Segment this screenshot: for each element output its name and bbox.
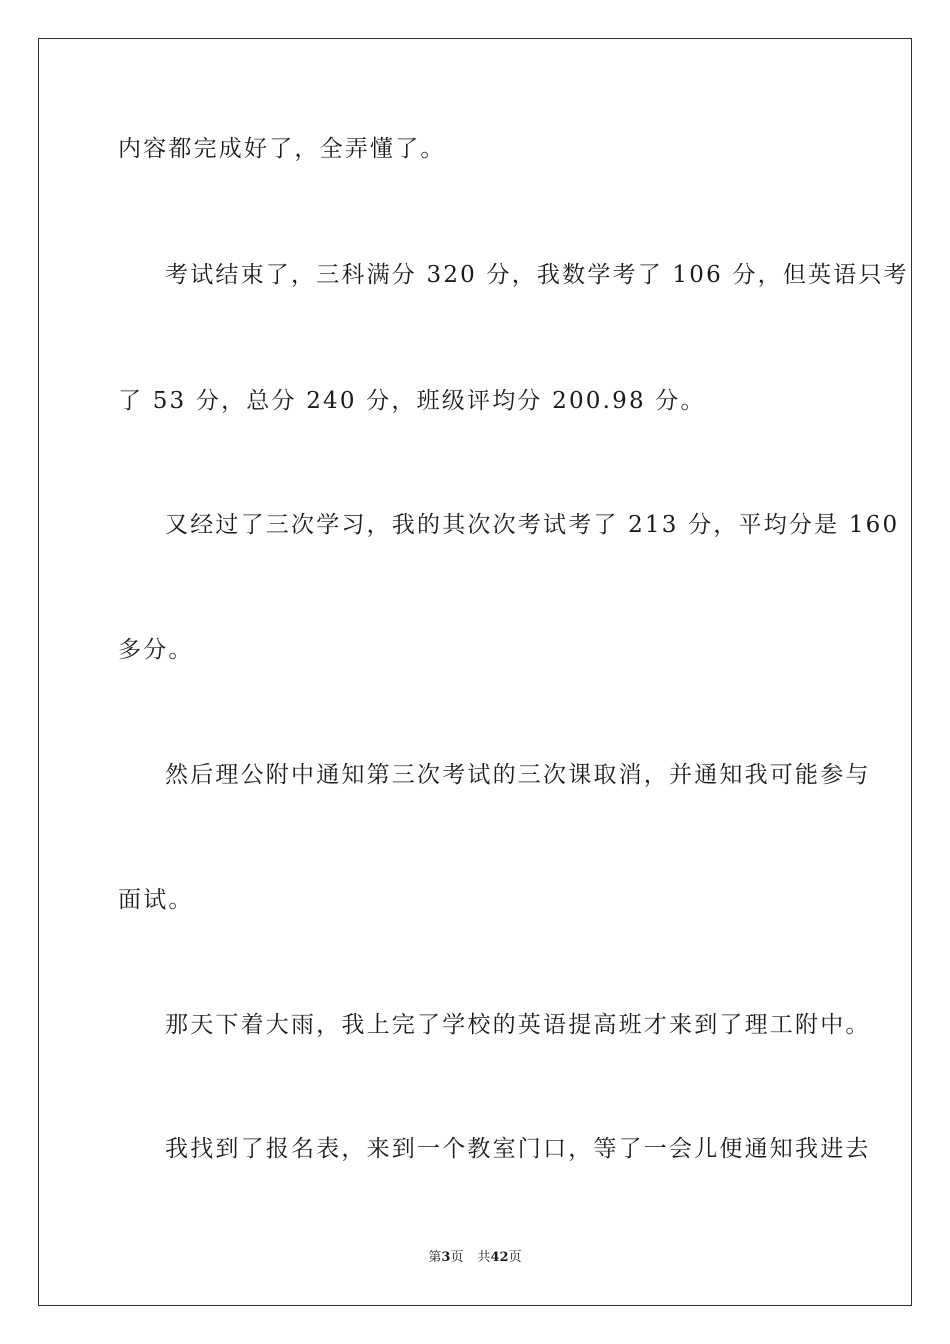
total-pages: 42: [490, 1250, 509, 1265]
text-line-3: 了 53 分，总分 240 分，班级评均分 200.98 分。: [118, 388, 706, 414]
text-line-6: 然后理公附中通知第三次考试的三次课取消，并通知我可能参与: [165, 762, 871, 788]
text-line-2: 考试结束了，三科满分 320 分，我数学考了 106 分，但英语只考: [165, 262, 909, 288]
total-prefix: 共: [477, 1250, 491, 1265]
text-line-7: 面试。: [118, 887, 194, 913]
page-frame: [38, 38, 912, 1306]
total-suffix: 页: [508, 1250, 522, 1265]
page-prefix: 第: [428, 1250, 442, 1265]
page-number: 3: [441, 1250, 451, 1265]
text-line-5: 多分。: [118, 637, 194, 663]
page-footer: [0, 1246, 950, 1265]
text-line-8: 那天下着大雨，我上完了学校的英语提高班才来到了理工附中。: [165, 1012, 871, 1038]
page-suffix: 页: [450, 1250, 464, 1265]
text-line-9: 我找到了报名表，来到一个教室门口，等了一会儿便通知我进去: [165, 1136, 871, 1162]
text-line-1: 内容都完成好了，全弄懂了。: [118, 136, 446, 162]
text-line-4: 又经过了三次学习，我的其次次考试考了 213 分，平均分是 160: [165, 512, 900, 538]
